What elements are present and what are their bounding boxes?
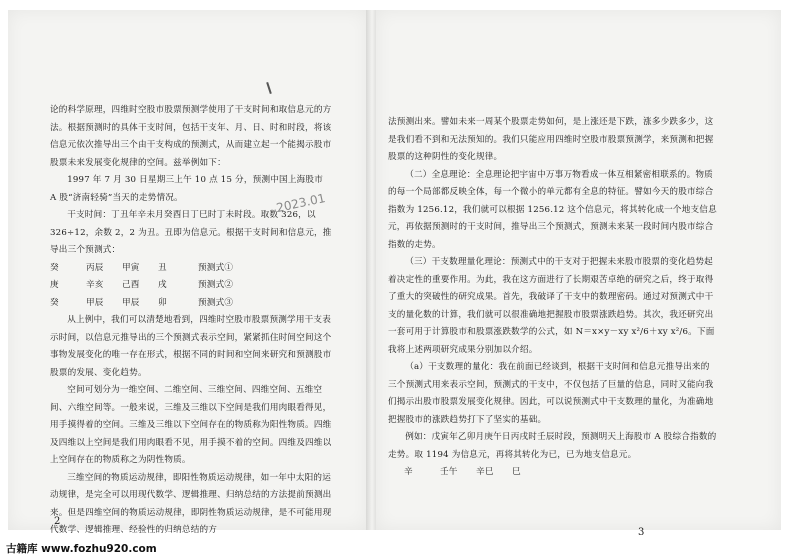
paragraph: 从上例中，我们可以清楚地看到，四维时空股市股票预测学用干支表示时间，以信息元推导出的三个预测式表示空间，紧紧抓住时间空间这个事物发展变化的唯一存在形式，根据不同的时间和空间来研究和预测股市股票的发展、变化趋势。 [50,315,332,378]
left-page-text [50,102,332,540]
handwritten-annotation: 2023.01 [275,190,327,216]
page-number: 2 [54,516,61,527]
formula-cell: 壬午 [440,467,458,477]
formula-cell: 辛亥 [86,280,104,290]
formula-cell: 辛 [404,467,413,477]
right-page [376,10,781,538]
paragraph: 法预测出来。譬如未来一周某个股票走势如何，是上涨还是下跌，涨多少跌多少，这是我们看不到和无法预知的。我们只能应用四维时空股市股票预测学，来预测和把握股票的这种阴性的变化规律。 [388,117,714,162]
formula-cell: 辛巳 [476,467,494,477]
paragraph: 干支时间：丁丑年辛未月癸酉日丁巳时丁未时段。取数 326，以 326÷12，余数 2，2 为丑。丑即为信息元。根据干支时间和信息元，推导出三个预测式： [50,210,332,255]
formula-cell: 甲辰 [86,297,104,308]
formula-row [404,464,718,482]
formula-label: 预测式③ [198,297,234,308]
paragraph: 论的科学原理，四维时空股市股票预测学使用了干支时间和取信息元的方法。根据预测时的具体干支时间，包括干支年、月、日、时和时段，将该信息元依次推导出三个由干支构成的预测式，从而建立起一个能揭示股市股票未来发展变化规律的空间。兹举例如下： [50,105,332,168]
left-page [8,10,368,535]
pencil-mark [266,82,272,94]
site-watermark: 古籍库 www.fozhu920.com [6,543,157,555]
formula-cell: 己酉 [122,280,140,290]
paragraph: 三维空间的物质运动规律，即阳性物质运动规律，如一年中太阳的运动规律，是完全可以用现代数学、逻辑推理、归纳总结的方法提前预测出来。但是四维空间的物质运动规律，即阴性物质运动规律，是不可能用现代数学、逻辑推理、经验性的归纳总结的方 [50,472,332,535]
formula-cell: 甲辰 [122,297,140,308]
formula-row [50,295,332,313]
formula-cell: 癸 [50,297,59,308]
formula-label: 预测式② [198,280,234,290]
formula-row [50,260,332,278]
formula-row [50,277,332,295]
formula-cell: 丙辰 [86,262,104,273]
paragraph: （三）干支数理量化理论：预测式中的干支对于把握未来股市股票的变化趋势起着决定性的重要作用。为此，我在这方面进行了长期艰苦卓绝的研究之后，终于取得了重大的突破性的研究成果。首先，我破译了干支中的数理密码。通过对预测式中干支的量化数的计算，我们就可以很准确地把握股市股票涨跌趋势。其次，我还研究出一套可用于计算股市和股票涨跌数学的公式，如 N＝x×y－xy x²/6＋xy x²/6。下面我将上述两项研究成果分别加以介绍。 [388,257,715,355]
formula-cell: 甲寅 [122,262,140,273]
formula-cell: 卯 [158,297,167,308]
paragraph: （a）干支数理的量化：我在前面已经谈到，根据干支时间和信息元推导出来的三个预测式用来表示空间，预测式的干支中，不仅包括了巨量的信息，同时又能向我们揭示出股市股票发展变化规律。因此，可以说预测式中干支数理的量化，为准确地把握股市的涨跌趋势打下了坚实的基础。 [388,362,714,425]
right-page-text [388,114,718,482]
paragraph: （二）全息理论：全息理论把宇宙中万事万物看成一体互相紧密相联系的。物质的每一个局部都反映全体，每一个微小的单元都有全息的特征。譬如今天的股市综合指数为 1256.12，我们就可以根据 1256.12 这个信息元，将其转化成一个地支信息元，再依据预测时的干支时间，推导出三个预测式，预测未来某一段时间内股市综合指数的走势。 [388,169,717,250]
paragraph: 1997 年 7 月 30 日星期三上午 10 点 15 分，预测中国上海股市 A 股“济南轻骑”当天的走势情况。 [50,175,323,203]
page-number: 3 [638,527,645,538]
formula-cell: 巳 [512,467,521,477]
formula-label: 预测式① [198,262,234,273]
formula-cell: 丑 [158,262,167,273]
formula-cell: 戌 [158,280,167,290]
paragraph: 空间可划分为一维空间、二维空间、三维空间、四维空间、五维空间、六维空间等。一般来说，三维及三维以下空间是我们用肉眼看得见，用手摸得着的空间。三维及三维以下空间存在的物质称为阳性物质。四维及四维以上空间是我们用肉眼看不见，用手摸不着的空间。四维及四维以上空间存在的物质称之为阴性物质。 [50,385,332,465]
formula-cell: 癸 [50,262,59,273]
formula-cell: 庚 [50,280,59,290]
paragraph: 例如：戊寅年乙卯月庚午日丙戌时壬辰时段，预测明天上海股市 A 股综合指数的走势。取 1194 为信息元，再将其转化为已，已为地支信息元。 [388,432,717,460]
